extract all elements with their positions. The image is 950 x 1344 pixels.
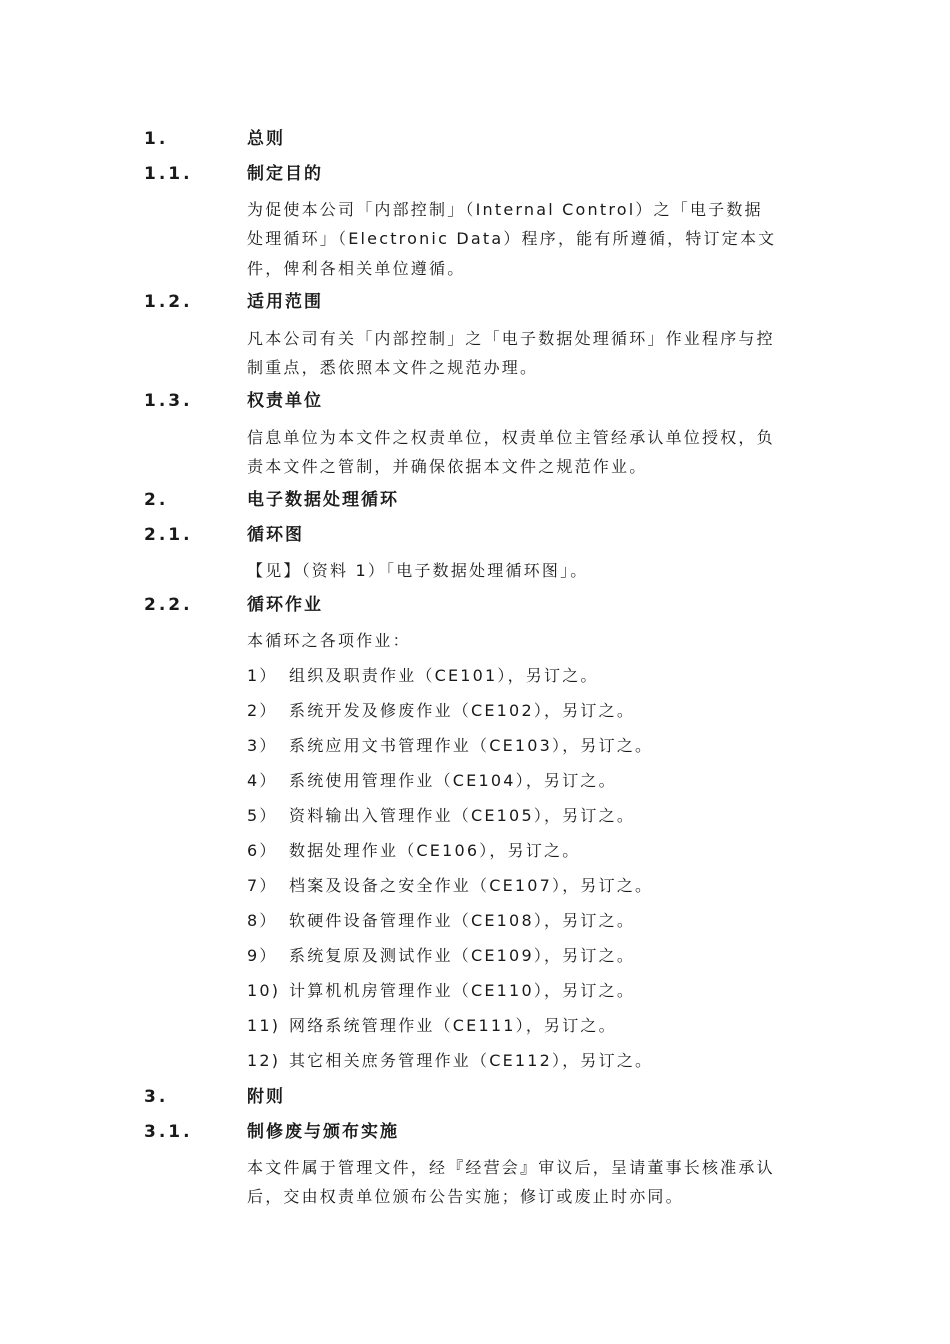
list-item-text: 系统应用文书管理作业（CE103），另订之。 [289, 736, 654, 755]
section-number: 2. [144, 490, 169, 510]
section-title: 适用范围 [247, 292, 323, 312]
list-item [247, 664, 599, 688]
list-item-number: 7） [247, 876, 278, 895]
list-item [247, 804, 635, 828]
section-number: 2.2. [144, 595, 193, 615]
section-title: 制定目的 [247, 164, 323, 184]
list-item-number: 12) [247, 1051, 281, 1070]
list-item-number: 2） [247, 701, 278, 720]
list-item-text: 软硬件设备管理作业（CE108），另订之。 [289, 911, 636, 930]
list-item-number: 4） [247, 771, 278, 790]
list-item [247, 874, 653, 898]
list-item-text: 系统使用管理作业（CE104），另订之。 [289, 771, 617, 790]
section-title: 总则 [247, 129, 285, 149]
list-item [247, 839, 580, 863]
paragraph-line: 件，俾利各相关单位遵循。 [247, 259, 466, 278]
list-item-number: 3） [247, 736, 278, 755]
paragraph-line: 为促使本公司「内部控制」（Internal Control）之「电子数据 [247, 200, 763, 219]
section-title: 循环图 [247, 525, 304, 545]
section-title: 制修废与颁布实施 [247, 1122, 399, 1142]
list-item [247, 769, 617, 793]
list-intro: 本循环之各项作业： [247, 631, 411, 650]
list-item [247, 1014, 617, 1038]
list-item [247, 909, 635, 933]
paragraph-line: 凡本公司有关「内部控制」之「电子数据处理循环」作业程序与控 [247, 329, 775, 348]
section-title: 电子数据处理循环 [247, 490, 399, 510]
section-number: 1. [144, 129, 169, 149]
section-number: 1.3. [144, 391, 193, 411]
list-item-number: 1） [247, 666, 278, 685]
list-item-number: 11) [247, 1016, 281, 1035]
paragraph-line: 【见】（资料 1）「电子数据处理循环图」。 [247, 561, 589, 580]
paragraph-line: 信息单位为本文件之权责单位，权责单位主管经承认单位授权，负 [247, 428, 775, 447]
paragraph-line: 制重点，悉依照本文件之规范办理。 [247, 358, 539, 377]
list-item-text: 计算机机房管理作业（CE110），另订之。 [289, 981, 636, 1000]
section-number: 3.1. [144, 1122, 193, 1142]
list-item-text: 数据处理作业（CE106），另订之。 [289, 841, 581, 860]
list-item-text: 系统开发及修废作业（CE102），另订之。 [289, 701, 636, 720]
list-item [247, 699, 635, 723]
list-item-number: 10) [247, 981, 281, 1000]
list-item-text: 资料输出入管理作业（CE105），另订之。 [289, 806, 636, 825]
paragraph-line: 责本文件之管制，并确保依据本文件之规范作业。 [247, 457, 648, 476]
list-item-number: 8） [247, 911, 278, 930]
section-number: 1.2. [144, 292, 193, 312]
list-item [247, 979, 635, 1003]
section-title: 权责单位 [247, 391, 323, 411]
paragraph-line: 处理循环」（Electronic Data）程序，能有所遵循，特订定本文 [247, 229, 777, 248]
list-item-number: 6） [247, 841, 278, 860]
list-item-text: 组织及职责作业（CE101），另订之。 [289, 666, 599, 685]
list-item [247, 734, 653, 758]
section-title: 附则 [247, 1087, 285, 1107]
section-number: 3. [144, 1087, 169, 1107]
list-item-number: 9） [247, 946, 278, 965]
paragraph-line: 本文件属于管理文件，经『经营会』审议后，呈请董事长核准承认 [247, 1158, 775, 1177]
list-item [247, 944, 635, 968]
list-item [247, 1049, 653, 1073]
list-item-text: 其它相关庶务管理作业（CE112），另订之。 [289, 1051, 654, 1070]
section-title: 循环作业 [247, 595, 323, 615]
paragraph-line: 后，交由权责单位颁布公告实施；修订或废止时亦同。 [247, 1187, 684, 1206]
section-number: 2.1. [144, 525, 193, 545]
list-item-text: 网络系统管理作业（CE111），另订之。 [289, 1016, 617, 1035]
list-item-number: 5） [247, 806, 278, 825]
list-item-text: 系统复原及测试作业（CE109），另订之。 [289, 946, 636, 965]
section-number: 1.1. [144, 164, 193, 184]
list-item-text: 档案及设备之安全作业（CE107），另订之。 [289, 876, 654, 895]
